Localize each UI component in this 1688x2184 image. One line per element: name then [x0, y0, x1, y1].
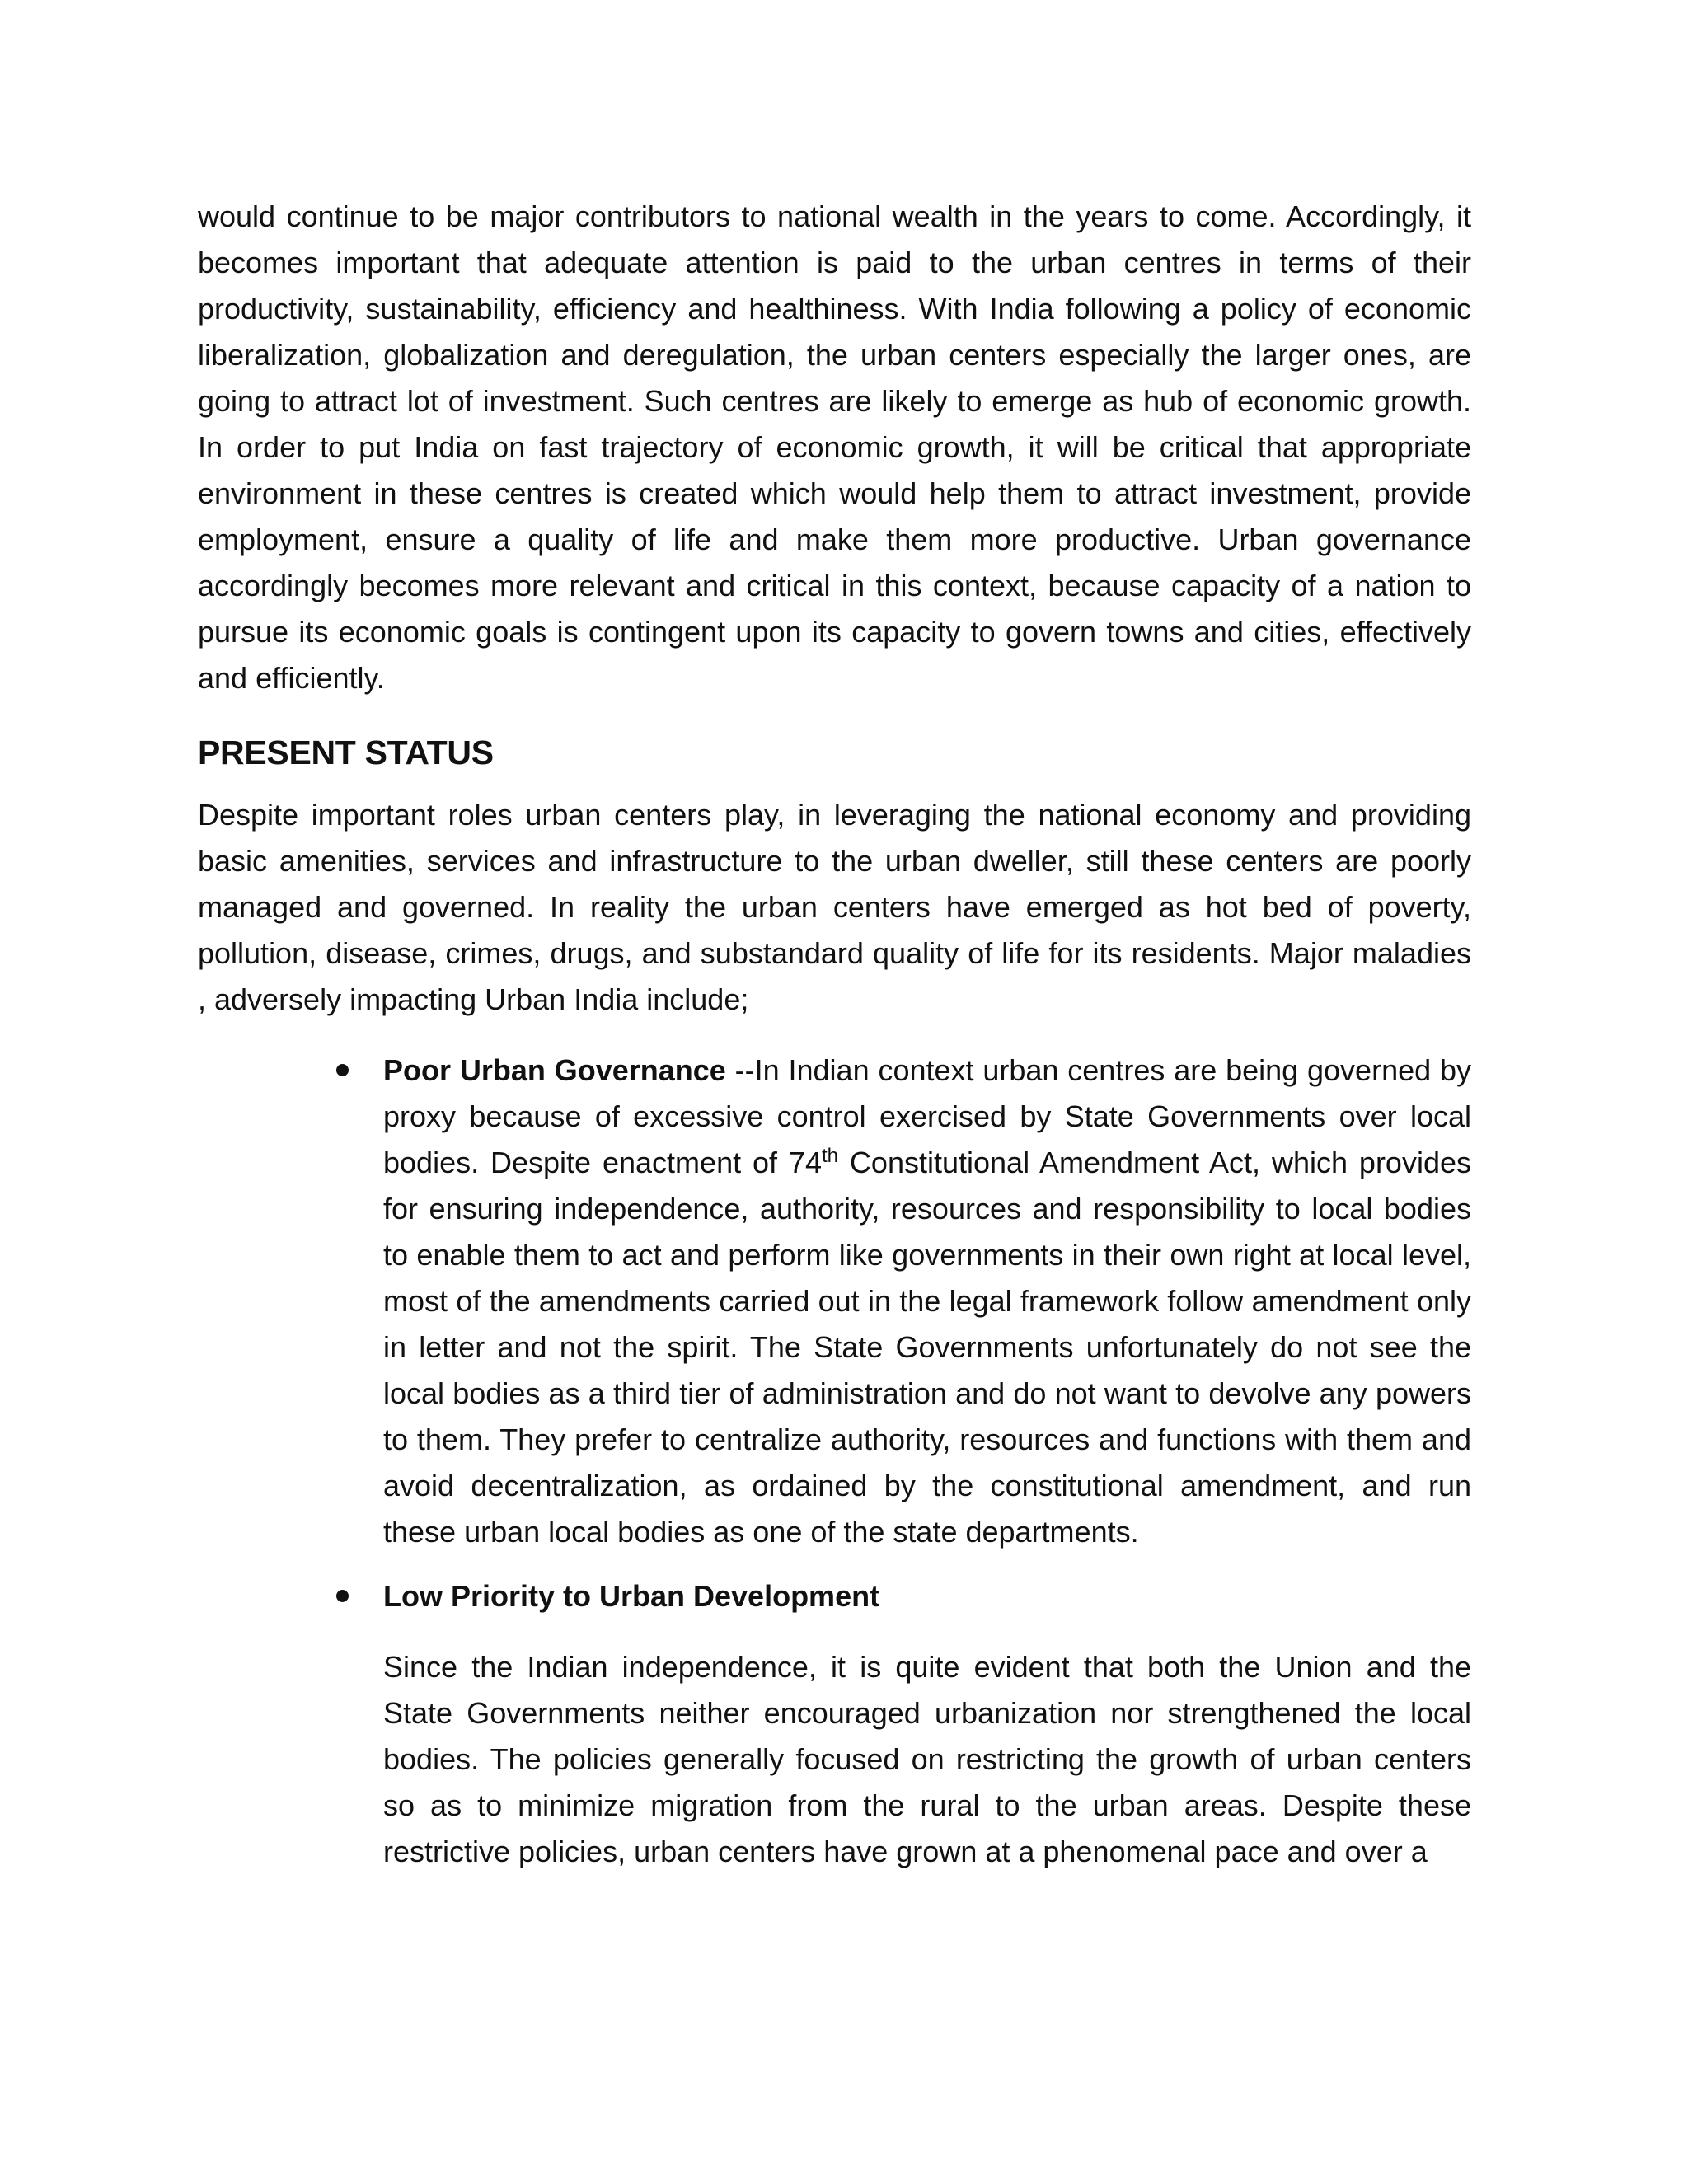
bullet-paragraph: Since the Indian independence, it is quite evident that both the Union and the State Governments neither encouraged urbanization nor strengthened the local bodies. The policies generally focused on restricting the growth of urban centers so as to minimize migration from the rural to the urban areas. Despite these restrictive policies, urban centers have grown at a phenomenal pace and over a — [383, 1650, 1471, 1868]
bullet-paragraph — [383, 1047, 1471, 1555]
bullet-text-continued: Constitutional Amendment Act, which provides for ensuring independence, authority, resources and responsibility to local bodies to enable them to act and perform like governments in their own right at local level, most of the amendments carried out in the legal framework follow amendment only in letter and not the spirit. The State Governments unfortunately do not see the local bodies as a third tier of administration and do not want to devolve any powers to them. They prefer to centralize authority, resources and functions with them and avoid decentralization, as ordained by the constitutional amendment, and run these urban local bodies as one of the state departments. — [383, 1146, 1471, 1549]
bullet-text: --In Indian context urban centres are being governed by proxy because of excessive control exercised by State Governments over local bodies. Despite enactment of 74 — [383, 1053, 1471, 1179]
list-item — [198, 1573, 1471, 1875]
status-paragraph: Despite important roles urban centers play, in leveraging the national economy and providing basic amenities, services and infrastructure to the urban dweller, still these centers are poorly managed and governed. In reality the urban centers have emerged as hot bed of poverty, pollution, disease, crimes, drugs, and substandard quality of life for its residents. Major maladies , adversely impacting Urban India include; — [198, 798, 1471, 1016]
bullet-title: Poor Urban Governance — [383, 1053, 726, 1087]
bullet-icon — [336, 1590, 349, 1602]
document-page — [198, 194, 1471, 1893]
bullet-title: Low Priority to Urban Development — [383, 1579, 880, 1613]
maladies-list — [198, 1047, 1471, 1875]
superscript: th — [822, 1145, 839, 1167]
intro-paragraph: would continue to be major contributors to national wealth in the years to come. Accordingly, it becomes important that adequate attention is paid to the urban centres in terms of their productivity, sustainability, efficiency and healthiness. With India following a policy of economic liberalization, globalization and deregulation, the urban centers especially the larger ones, are going to attract lot of investment. Such centres are likely to emerge as hub of economic growth. In order to put India on fast trajectory of economic growth, it will be critical that appropriate environment in these centres is created which would help them to attract investment, provide employment, ensure a quality of life and make them more productive. Urban governance accordingly becomes more relevant and critical in this context, because capacity of a nation to pursue its economic goals is contingent upon its capacity to govern towns and cities, effectively and efficiently. — [198, 199, 1471, 695]
bullet-title-line — [383, 1573, 1471, 1619]
list-item — [198, 1047, 1471, 1555]
section-heading: PRESENT STATUS — [198, 733, 494, 771]
bullet-icon — [336, 1064, 349, 1076]
